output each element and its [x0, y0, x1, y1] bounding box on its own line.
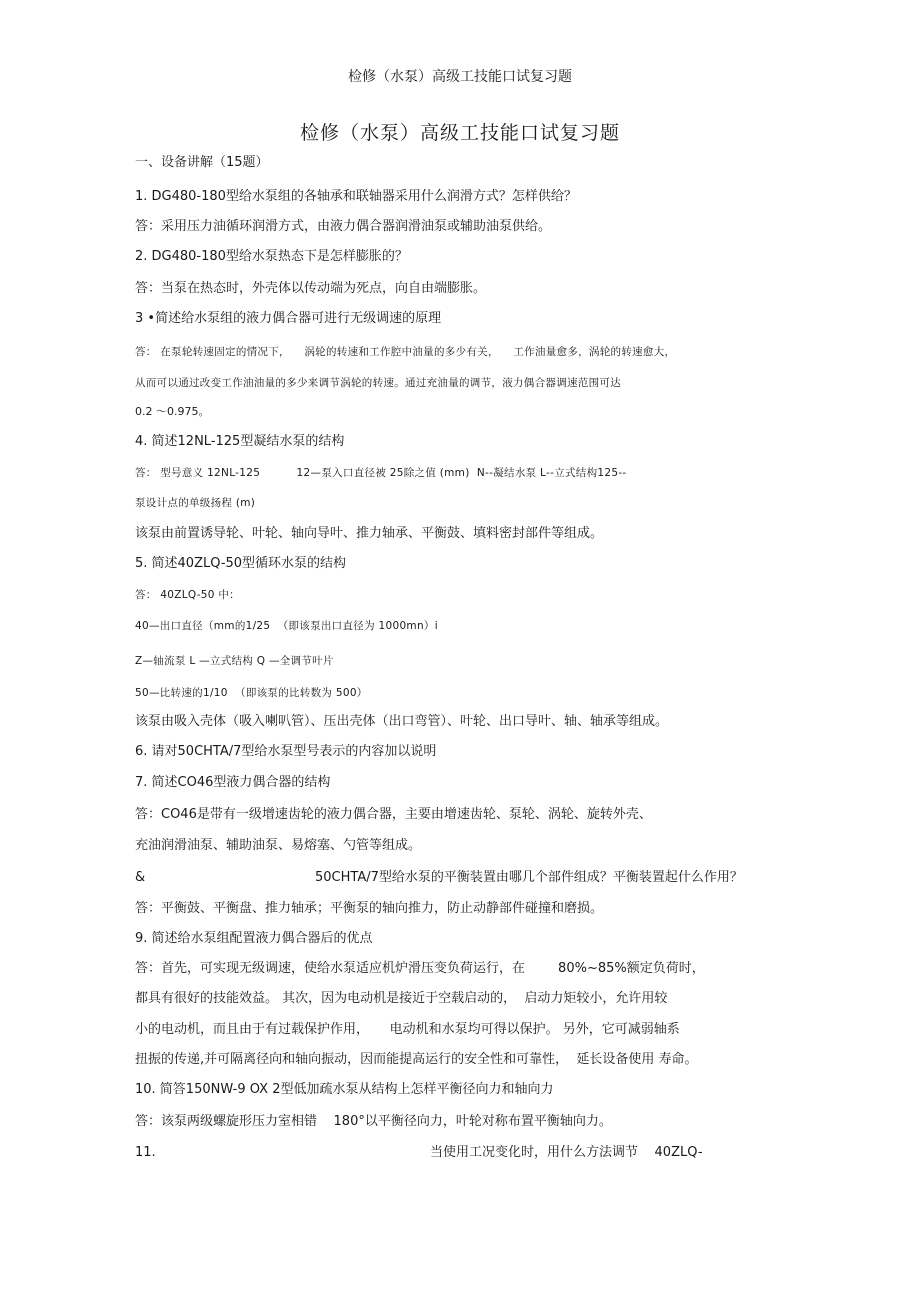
answer-2: 答：当泵在热态时，外壳体以传动端为死点，向自由端膨胀。	[135, 281, 487, 296]
answer-4-line-1: 答： 型号意义 12NL-125 12—泵入口直径被 25除之值 (mm) N--凝结水泵 L--立式结构125--	[135, 467, 627, 479]
question-6: 6. 请对50CHTA/7型给水泵型号表示的内容加以说明	[135, 744, 437, 759]
answer-4-line-2: 泵设计点的单级扬程 (m)	[135, 497, 256, 509]
answer-5-line-3: Z—轴流泵 L —立式结构 Q —全调节叶片	[135, 655, 334, 667]
question-11-number: 11.	[135, 1145, 156, 1160]
answer-3-line-3: 0.2 ～0.975。	[135, 405, 210, 418]
question-8: 50CHTA/7型给水泵的平衡装置由哪几个部件组成？平衡装置起什么作用？	[315, 870, 743, 885]
answer-9-line-3: 小的电动机，而且由于有过载保护作用， 电动机和水泵均可得以保护。 另外，它可减弱轴系	[135, 1022, 680, 1037]
page-header: 检修（水泵）高级工技能口试复习题	[348, 69, 572, 85]
question-7: 7. 简述CO46型液力偶合器的结构	[135, 775, 331, 790]
question-8-number: &	[135, 870, 146, 885]
answer-5-line-5: 该泵由吸入壳体（吸入喇叭管）、压出壳体（出口弯管）、叶轮、出口导叶、轴、轴承等组成。	[135, 714, 669, 729]
question-5: 5. 简述40ZLQ-50型循环水泵的结构	[135, 556, 347, 571]
answer-9-line-2: 都具有很好的技能效益。 其次，因为电动机是接近于空载启动的， 启动力矩较小，允许用较	[135, 991, 668, 1006]
question-4: 4. 简述12NL-125型凝结水泵的结构	[135, 434, 345, 449]
answer-10: 答：该泵两级螺旋形压力室相错 180°以平衡径向力，叶轮对称布置平衡轴向力。	[135, 1114, 612, 1129]
answer-3-line-1: 答： 在泵轮转速固定的情况下， 涡轮的转速和工作腔中油量的多少有关， 工作油量愈多，涡轮的转速愈大，	[135, 346, 676, 358]
question-3: 3 •简述给水泵组的液力偶合器可进行无级调速的原理	[135, 311, 442, 326]
answer-4-line-3: 该泵由前置诱导轮、叶轮、轴向导叶、推力轴承、平衡鼓、填料密封部件等组成。	[135, 526, 604, 541]
answer-7-line-1: 答：CO46是带有一级增速齿轮的液力偶合器，主要由增速齿轮、泵轮、涡轮、旋转外壳、	[135, 807, 652, 822]
answer-7-line-2: 充油润滑油泵、辅助油泵、易熔塞、勺管等组成。	[135, 838, 422, 853]
answer-8: 答：平衡鼓、平衡盘、推力轴承；平衡泵的轴向推力，防止动静部件碰撞和磨损。	[135, 901, 604, 916]
question-9: 9. 简述给水泵组配置液力偶合器后的优点	[135, 931, 373, 946]
answer-3-line-2: 从而可以通过改变工作油油量的多少来调节涡轮的转速。通过充油量的调节，液力偶合器调速范围可达	[135, 377, 621, 389]
answer-5-line-1: 答： 40ZLQ-50 中：	[135, 589, 240, 601]
answer-5-line-4: 50—比转速的1/10 （即该泵的比转数为 500）	[135, 687, 368, 699]
answer-1: 答：采用压力油循环润滑方式，由液力偶合器润滑油泵或辅助油泵供给。	[135, 219, 552, 234]
question-2: 2. DG480-180型给水泵热态下是怎样膨胀的？	[135, 249, 408, 264]
question-11: 当使用工况变化时，用什么方法调节 40ZLQ-	[430, 1145, 703, 1160]
answer-5-line-2: 40—出口直径（mm的1/25 （即该泵出口直径为 1000mn）i	[135, 620, 438, 632]
answer-9-line-4: 扭振的传递,并可隔离径向和轴向振动，因而能提高运行的安全性和可靠性， 延长设备使用 寿命。	[135, 1052, 698, 1067]
question-10: 10. 简答150NW-9 OX 2型低加疏水泵从结构上怎样平衡径向力和轴向力	[135, 1082, 554, 1097]
answer-9-line-1: 答：首先，可实现无级调速，使给水泵适应机炉滑压变负荷运行，在 80%~85%额定负荷时，	[135, 961, 705, 976]
question-1: 1. DG480-180型给水泵组的各轴承和联轴器采用什么润滑方式？怎样供给？	[135, 189, 577, 204]
document-title: 检修（水泵）高级工技能口试复习题	[299, 122, 620, 144]
section-heading: 一、设备讲解（15题）	[135, 155, 269, 170]
